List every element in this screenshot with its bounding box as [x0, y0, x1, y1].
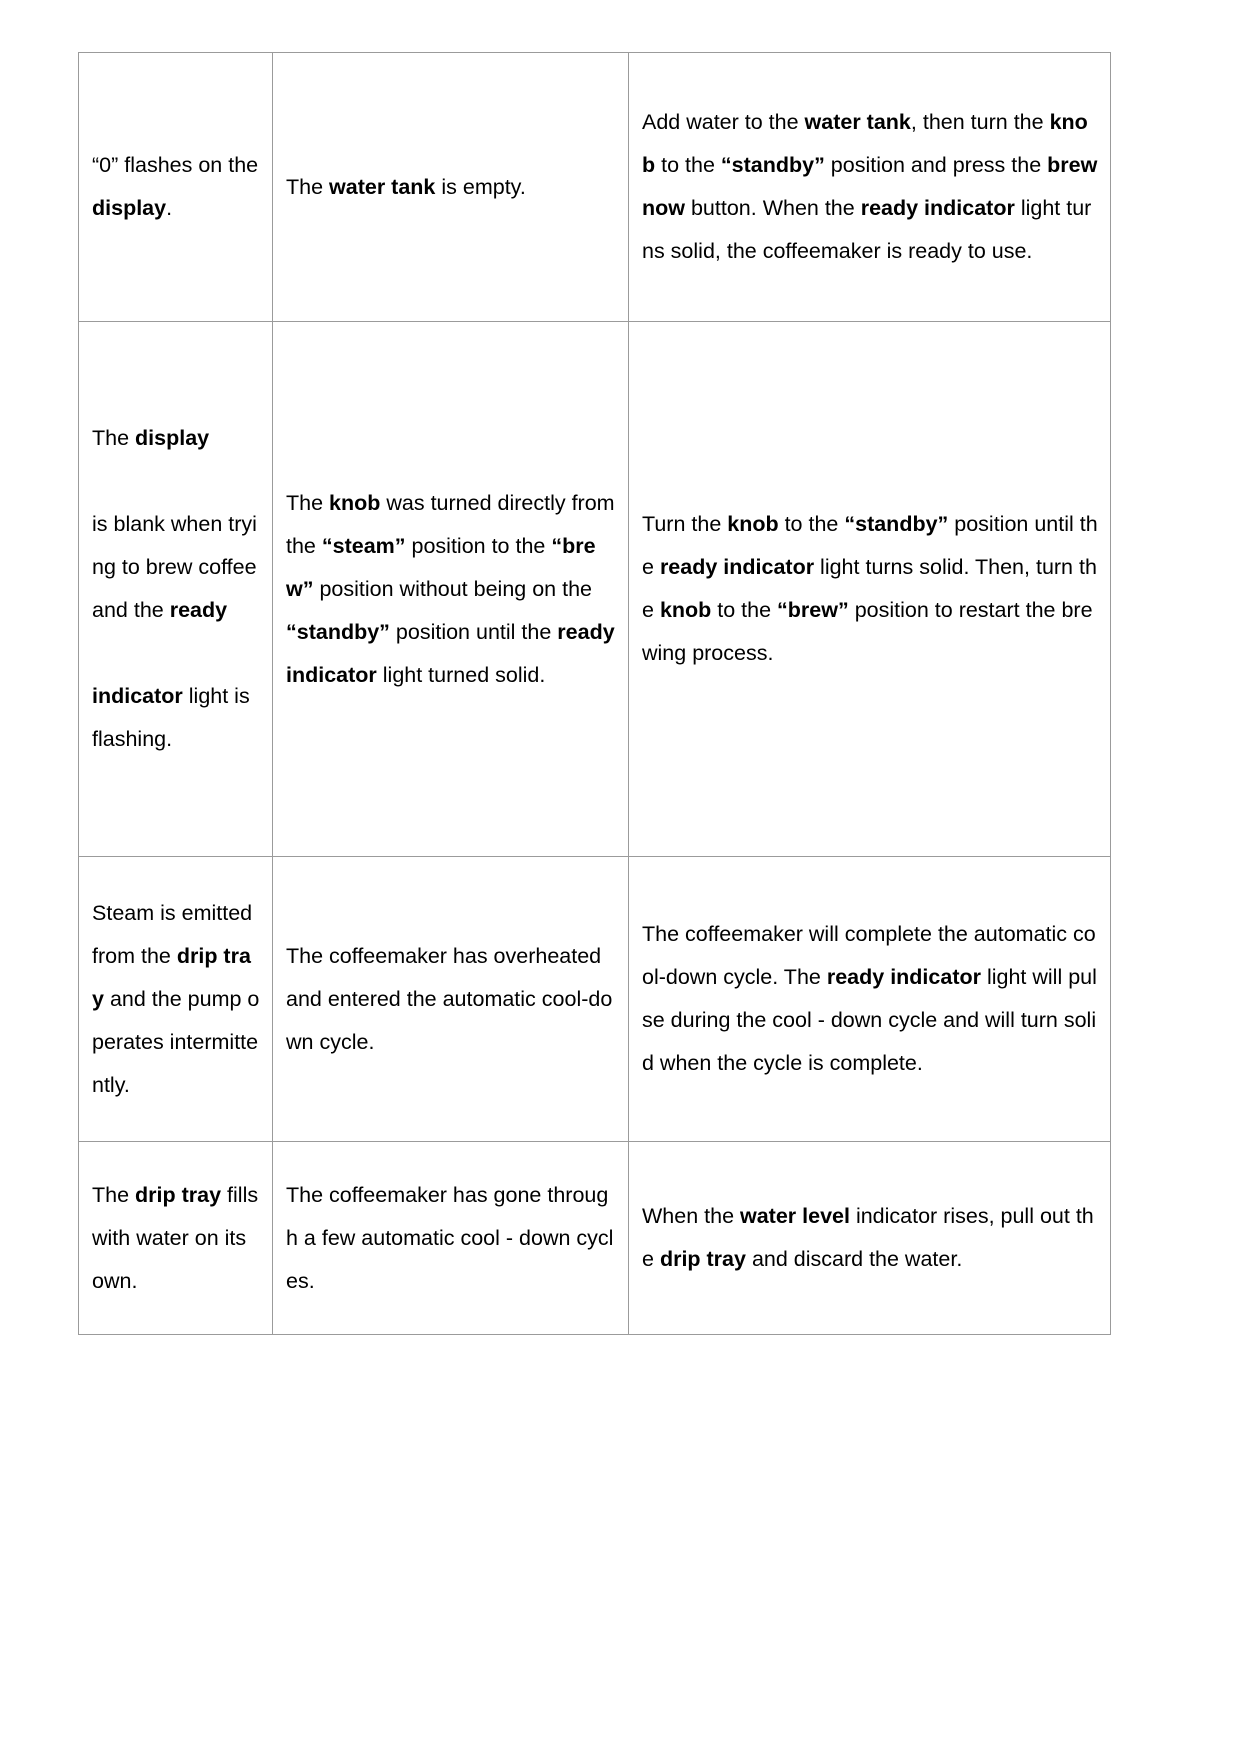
- bold-term: display: [135, 426, 210, 450]
- text-paragraph: [642, 503, 1098, 675]
- text-run: was turned directly from the: [286, 490, 615, 558]
- cell-content: [642, 1195, 1098, 1281]
- cell-cause: [273, 322, 629, 857]
- text-run: and the pump operates intermittently.: [92, 986, 260, 1097]
- cell-content: [642, 101, 1098, 273]
- cell-content: [286, 482, 616, 697]
- table-row: [79, 53, 1111, 322]
- text-run: The: [286, 490, 330, 515]
- text-run: Steam is emitted from the: [92, 900, 253, 968]
- cell-cause: [273, 857, 629, 1142]
- bold-term: ready: [169, 598, 228, 622]
- bold-term: brew now: [642, 153, 1098, 220]
- text-paragraph: [286, 1174, 616, 1303]
- text-run: The: [92, 426, 136, 450]
- text-run: position and press the: [824, 153, 1048, 177]
- bold-term: “steam”: [321, 533, 406, 558]
- bold-term: “brew”: [777, 598, 849, 622]
- text-run: When the: [642, 1204, 740, 1228]
- text-run: position without being on the: [313, 576, 592, 601]
- cell-symptom: [79, 857, 273, 1142]
- text-run: light turns solid. Then, turn the: [642, 555, 1097, 622]
- bold-term: drip tray: [659, 1247, 746, 1271]
- cell-symptom: [79, 322, 273, 857]
- cell-solution: [629, 53, 1111, 322]
- bold-term: drip tray: [92, 943, 251, 1011]
- text-run: The coffeemaker has gone through a few automatic cool - down cycles.: [286, 1182, 614, 1293]
- cell-symptom: [79, 53, 273, 322]
- cell-solution: [629, 322, 1111, 857]
- text-run: is blank when trying to brew coffee and the: [92, 512, 257, 622]
- text-paragraph: [92, 144, 260, 230]
- bold-term: knob: [329, 490, 381, 515]
- cell-content: [92, 1174, 260, 1303]
- text-run: The coffeemaker will complete the automatic cool-down cycle. The: [642, 922, 1096, 989]
- text-run: indicator rises, pull out the: [642, 1204, 1094, 1271]
- cell-content: [286, 166, 616, 209]
- cell-content: [286, 1174, 616, 1303]
- text-run: and discard the water.: [745, 1247, 963, 1271]
- text-paragraph: [92, 675, 260, 761]
- table-body: [79, 53, 1111, 1335]
- cell-content: [92, 892, 260, 1107]
- cell-solution: [629, 857, 1111, 1142]
- text-run: to the: [778, 512, 845, 536]
- text-paragraph: [642, 101, 1098, 273]
- text-paragraph: [92, 503, 260, 632]
- bold-term: ready indicator: [659, 555, 815, 579]
- table-row: [79, 857, 1111, 1142]
- bold-term: display: [92, 196, 167, 220]
- text-run: position until the: [389, 619, 558, 644]
- text-run: light is flashing.: [92, 684, 250, 751]
- text-run: light will pulse during the cool - down cycle and will turn solid when the cycle is complete.: [642, 965, 1097, 1075]
- text-run: Add water to the: [642, 110, 805, 134]
- text-paragraph: [92, 417, 260, 460]
- cell-cause: [273, 53, 629, 322]
- text-run: light turned solid.: [376, 662, 546, 687]
- text-run: light turns solid, the coffeemaker is ready to use.: [642, 196, 1092, 263]
- text-run: , then turn the: [910, 110, 1050, 134]
- bold-term: “standby”: [720, 153, 825, 177]
- text-run: to the: [655, 153, 721, 177]
- text-run: .: [166, 196, 173, 220]
- text-run: to the: [711, 598, 778, 622]
- bold-term: ready indicator: [860, 196, 1015, 220]
- text-run: fills with water on its own.: [92, 1182, 259, 1293]
- cell-symptom: [79, 1142, 273, 1335]
- troubleshooting-table: [78, 52, 1111, 1335]
- text-run: position to restart the brewing process.: [642, 598, 1093, 665]
- bold-term: ready indicator: [286, 619, 615, 687]
- bold-term: knob: [642, 110, 1088, 177]
- text-run: position to the: [405, 533, 552, 558]
- cell-content: [642, 913, 1098, 1085]
- text-run: position until the: [642, 512, 1098, 579]
- text-run: button. When the: [685, 196, 861, 220]
- text-paragraph: [92, 1174, 260, 1303]
- bold-term: ready indicator: [826, 965, 981, 989]
- bold-term: water tank: [329, 174, 436, 199]
- bold-term: water level: [740, 1204, 850, 1228]
- cell-solution: [629, 1142, 1111, 1335]
- text-run: The: [92, 1182, 136, 1207]
- bold-term: knob: [659, 598, 712, 622]
- bold-term: “standby”: [844, 512, 949, 536]
- table-row: [79, 322, 1111, 857]
- cell-content: [92, 144, 260, 230]
- text-run: is empty.: [435, 174, 526, 199]
- text-paragraph: [286, 482, 616, 697]
- bold-term: “standby”: [286, 619, 390, 644]
- text-paragraph: [286, 166, 616, 209]
- bold-term: drip tray: [135, 1182, 222, 1207]
- text-paragraph: [92, 892, 260, 1107]
- table-row: [79, 1142, 1111, 1335]
- text-paragraph: [642, 913, 1098, 1085]
- bold-term: indicator: [92, 684, 183, 708]
- cell-content: [642, 503, 1098, 675]
- cell-content: [286, 935, 616, 1064]
- text-paragraph: [642, 1195, 1098, 1281]
- text-run: The: [286, 174, 330, 199]
- cell-cause: [273, 1142, 629, 1335]
- text-run: “0” flashes on the: [92, 153, 259, 177]
- bold-term: water tank: [804, 110, 911, 134]
- text-run: Turn the: [642, 512, 728, 536]
- text-run: The coffeemaker has overheated and entered the automatic cool-down cycle.: [286, 943, 613, 1054]
- text-paragraph: [286, 935, 616, 1064]
- cell-content: [92, 417, 260, 761]
- bold-term: knob: [727, 512, 779, 536]
- bold-term: “brew”: [286, 533, 596, 601]
